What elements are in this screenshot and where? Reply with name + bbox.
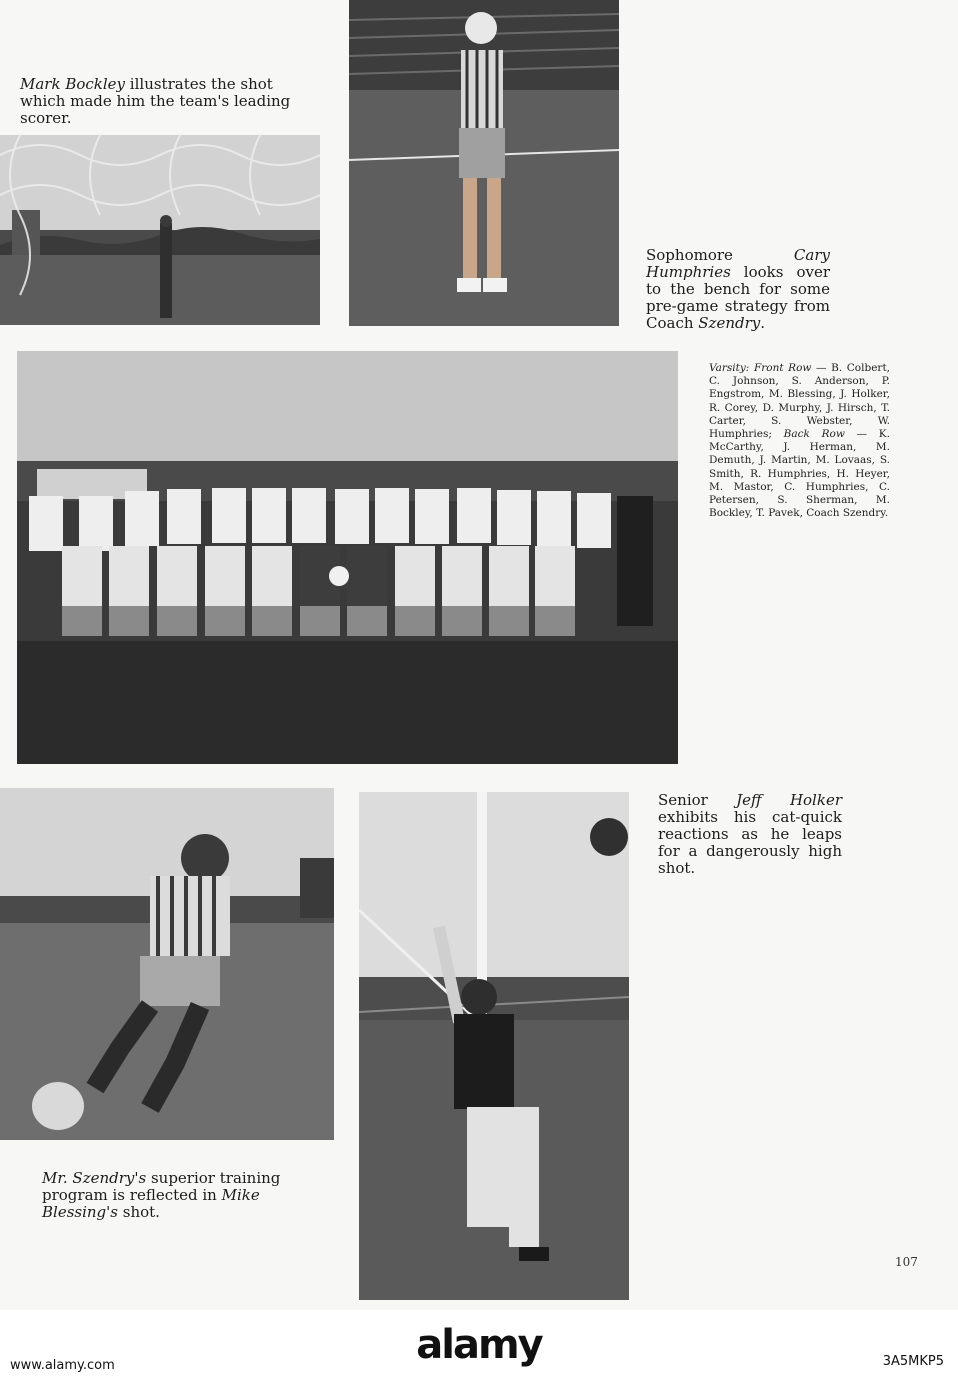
stock-image-id: 3A5MKP5 bbox=[882, 1354, 944, 1369]
photo-varsity-team bbox=[17, 351, 678, 764]
stock-url: www.alamy.com bbox=[10, 1358, 115, 1373]
caption-holker: Senior Jeff Holker exhibits his cat-quick reactions as he leaps for a dangerously high shot. bbox=[658, 791, 842, 877]
photo-blessing-kick bbox=[0, 788, 334, 1140]
photo-humphries-referee bbox=[349, 0, 619, 326]
photo-bockley-goal-net bbox=[0, 135, 320, 325]
caption-szendry-blessing: Mr. Szendry's superior training program is reflected in Mike Blessing's shot. bbox=[42, 1169, 281, 1221]
caption-bockley: Mark Bockley illustrates the shot which made him the team's leading scorer. bbox=[20, 75, 291, 127]
caption-varsity-roster: Varsity: Front Row — B. Colbert, C. Johnson, S. Anderson, P. Engstrom, M. Blessing, J. Holker, R. Corey, D. Murphy, J. Hirsch, T. Carter, S. Webster, W. Humphries; Back Row — K. McCarthy, J. Herman, M. Demuth, J. Martin, M. Lovaas, S. Smith, R. Humphries, H. Heyer, M. Mastor, C. Humphries, C. Petersen, S. Sherman, M. Bockley, T. Pavek, Coach Szendry. bbox=[709, 362, 890, 520]
caption-humphries: Sophomore Cary Humphries looks over to the bench for some pre-game strategy from Coach Szendry. bbox=[646, 246, 830, 332]
photo-holker-goalkeeper bbox=[359, 792, 629, 1300]
page-number: 107 bbox=[895, 1255, 918, 1269]
watermark-logo: alamy bbox=[416, 1322, 542, 1368]
